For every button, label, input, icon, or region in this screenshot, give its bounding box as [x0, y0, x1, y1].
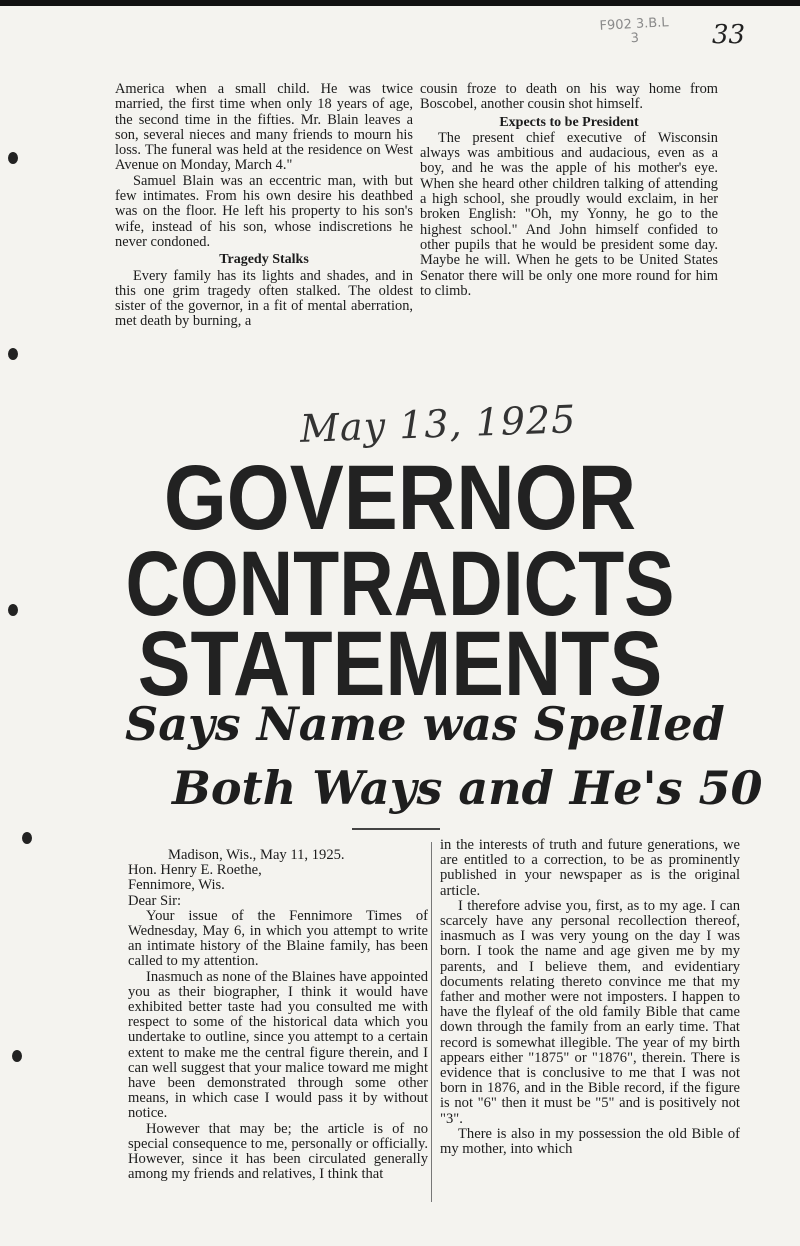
- article-paragraph: Every family has its lights and shades, and in this one grim tragedy often stalked. The oldest sister of the governor, in a fit of mental aberration, met death by burning, a: [115, 267, 413, 330]
- binder-hole-icon: [8, 604, 18, 616]
- letter-paragraph: I therefore advise you, first, as to my age. I can scarcely have any personal recollection thereof, inasmuch as I was very young on the day I was born. I took the name and age given me by my parents, and I believe them, and evidentiary documents relating thereto convince me that my father and mother were not imposters. I happen to have the flyleaf of the old family Bible that came down through the family from an early time. That record is somewhat illegible. The year of my birth appears either "1875" or "1876", therein. There is evidence that is conclusive to me that I was not born in 1876, and in the Bible record, if the figure is not "6" then it must be "5" and is positively not "3".: [440, 897, 740, 1127]
- letter-paragraph: Your issue of the Fennimore Times of Wednesday, May 6, in which you attempt to write an intimate history of the Blaine family, has been called to my attention.: [128, 907, 428, 970]
- letter-addressee-name: Hon. Henry E. Roethe,: [128, 862, 262, 879]
- article-paragraph: cousin froze to death on his way home from Boscobel, another cousin shot himself.: [420, 81, 718, 113]
- subheadline-line-1: Says Name was Spelled: [125, 697, 725, 751]
- letter-paragraph: Inasmuch as none of the Blaines have appointed you as their biographer, I think it would have exhibited better taste had you consulted me with respect to some of the historical data which you undertake to outline, since you attempt to a certain extent to make me the central figure therein, and I can well suggest that your malice toward me might have been demonstrated through some other means, in which case I would pass it by without notice.: [128, 968, 428, 1122]
- headline-line-2: CONTRADICTS: [125, 533, 675, 635]
- top-article-right-column: [420, 82, 718, 299]
- binder-hole-icon: [12, 1050, 22, 1062]
- letter-dateline: Madison, Wis., May 11, 1925.: [168, 847, 345, 863]
- pencil-archive-note: F902 3.B.L 3: [599, 15, 669, 47]
- scan-edge-bar: [0, 0, 800, 6]
- subheadline-line-2: Both Ways and He's 50: [172, 761, 763, 815]
- binder-hole-icon: [8, 152, 18, 164]
- article-paragraph: America when a small child. He was twice married, the first time when only 18 years of age, the second time in the fifties. Mr. Blain leaves a son, several nieces and many friends to mourn his loss. The funeral was held at the residence on West Avenue on Monday, March 4.": [115, 81, 413, 174]
- top-article-left-column: [115, 82, 413, 330]
- headline-line-3: STATEMENTS: [137, 613, 663, 715]
- subheading-expects-president: Expects to be President: [499, 114, 639, 130]
- article-paragraph: The present chief executive of Wisconsin always was ambitious and audacious, even as a boy, and he was the apple of his mother's eye. When she heard other children talking of attending a high school, she proudly would exclaim, in her broken English: "Oh, my Yonny, he go to the highest school." And John himself confided to other pupils that he would be president some day. Maybe he will. When he gets to be United States Senator there will be only one more round for him to climb.: [420, 129, 718, 299]
- column-divider: [431, 842, 432, 1202]
- letter-addressee-place: Fennimore, Wis.: [128, 877, 225, 894]
- subheading-tragedy-stalks: Tragedy Stalks: [219, 252, 309, 268]
- handwritten-date: May 13, 1925: [299, 397, 578, 451]
- article-paragraph: Samuel Blain was an eccentric man, with but few intimates. From his own desire his deathbed was on the floor. He left his property to his son's wife, instead of his son, whose indiscretions he never condoned.: [115, 172, 413, 250]
- page-number: 33: [712, 20, 746, 50]
- letter-left-column: [128, 848, 428, 1182]
- section-divider: [352, 828, 440, 830]
- letter-paragraph: However that may be; the article is of no special consequence to me, personally or officially. However, since it has been circulated generally among my friends and relatives, I think that: [128, 1120, 428, 1183]
- letter-right-column: [440, 838, 740, 1157]
- binder-hole-icon: [8, 348, 18, 360]
- letter-paragraph: There is also in my possession the old Bible of my mother, into which: [440, 1125, 740, 1158]
- binder-hole-icon: [22, 832, 32, 844]
- letter-salutation: Dear Sir:: [128, 892, 182, 909]
- headline-line-1: GOVERNOR: [163, 447, 637, 549]
- letter-paragraph: in the interests of truth and future generations, we are entitled to a correction, to be as prominently published in your newspaper as is the original article.: [440, 837, 740, 899]
